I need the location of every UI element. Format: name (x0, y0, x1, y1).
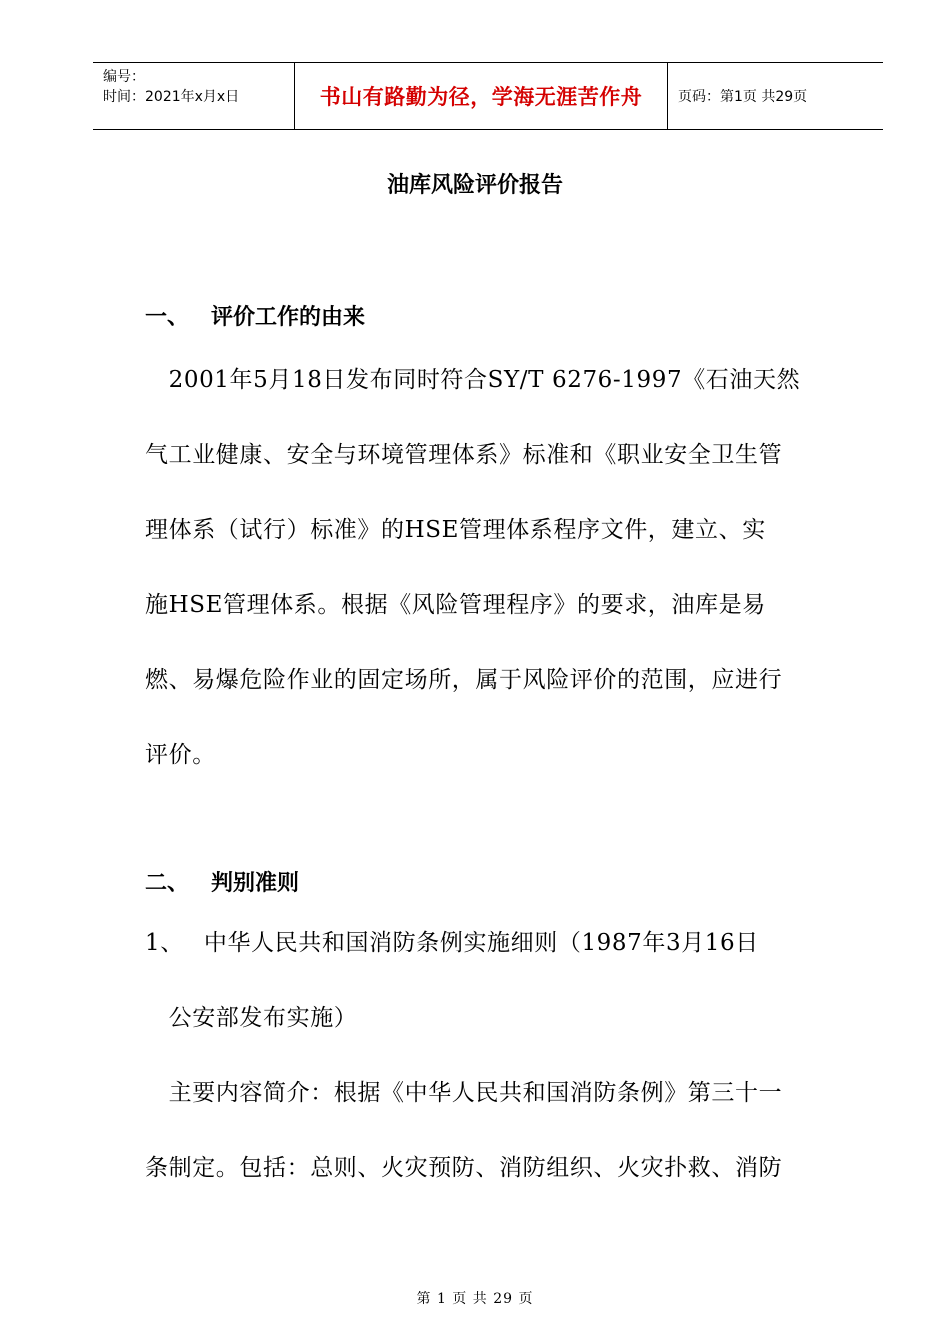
header-page-label: 页码：第1页 共29页 (678, 89, 808, 105)
paragraph-line: 条制定。包括：总则、火灾预防、消防组织、火灾扑救、消防 (145, 1155, 783, 1181)
page-footer: 第 1 页 共 29 页 (416, 1291, 534, 1307)
paragraph-line: 主要内容简介：根据《中华人民共和国消防条例》第三十一 (145, 1080, 783, 1106)
paragraph-line: 2001年5月18日发布同时符合SY/T 6276-1997《石油天然 (145, 367, 801, 393)
section2-title: 判别准则 (211, 871, 300, 896)
document-title: 油库风险评价报告 (386, 173, 563, 198)
number-label: 编号： (103, 69, 145, 85)
paragraph-line: 施HSE管理体系。根据《风险管理程序》的要求，油库是易 (145, 592, 766, 618)
paragraph-line: 理体系（试行）标准》的HSE管理体系程序文件，建立、实 (145, 517, 766, 543)
list-item-line: 1、 中华人民共和国消防条例实施细则（1987年3月16日 (145, 930, 759, 956)
time-label: 时间：2021年x月x日 (103, 89, 240, 105)
section1-title: 评价工作的由来 (211, 305, 366, 330)
list-item-line: 公安部发布实施） (145, 1005, 358, 1031)
header-motto: 书山有路勤为径，学海无涯苦作舟 (295, 63, 668, 129)
section1-heading (145, 300, 365, 331)
section2-heading (145, 866, 299, 897)
paragraph-line: 燃、易爆危险作业的固定场所，属于风险评价的范围，应进行 (145, 667, 783, 693)
section1-number: 一、 (145, 305, 190, 330)
section2-number: 二、 (145, 871, 190, 896)
page-header (93, 62, 883, 130)
paragraph-line: 气工业健康、安全与环境管理体系》标准和《职业安全卫生管 (145, 442, 783, 468)
paragraph-line: 评价。 (145, 742, 216, 768)
section1-body (145, 343, 835, 793)
header-meta (93, 63, 295, 129)
section2-item1 (145, 906, 835, 1206)
